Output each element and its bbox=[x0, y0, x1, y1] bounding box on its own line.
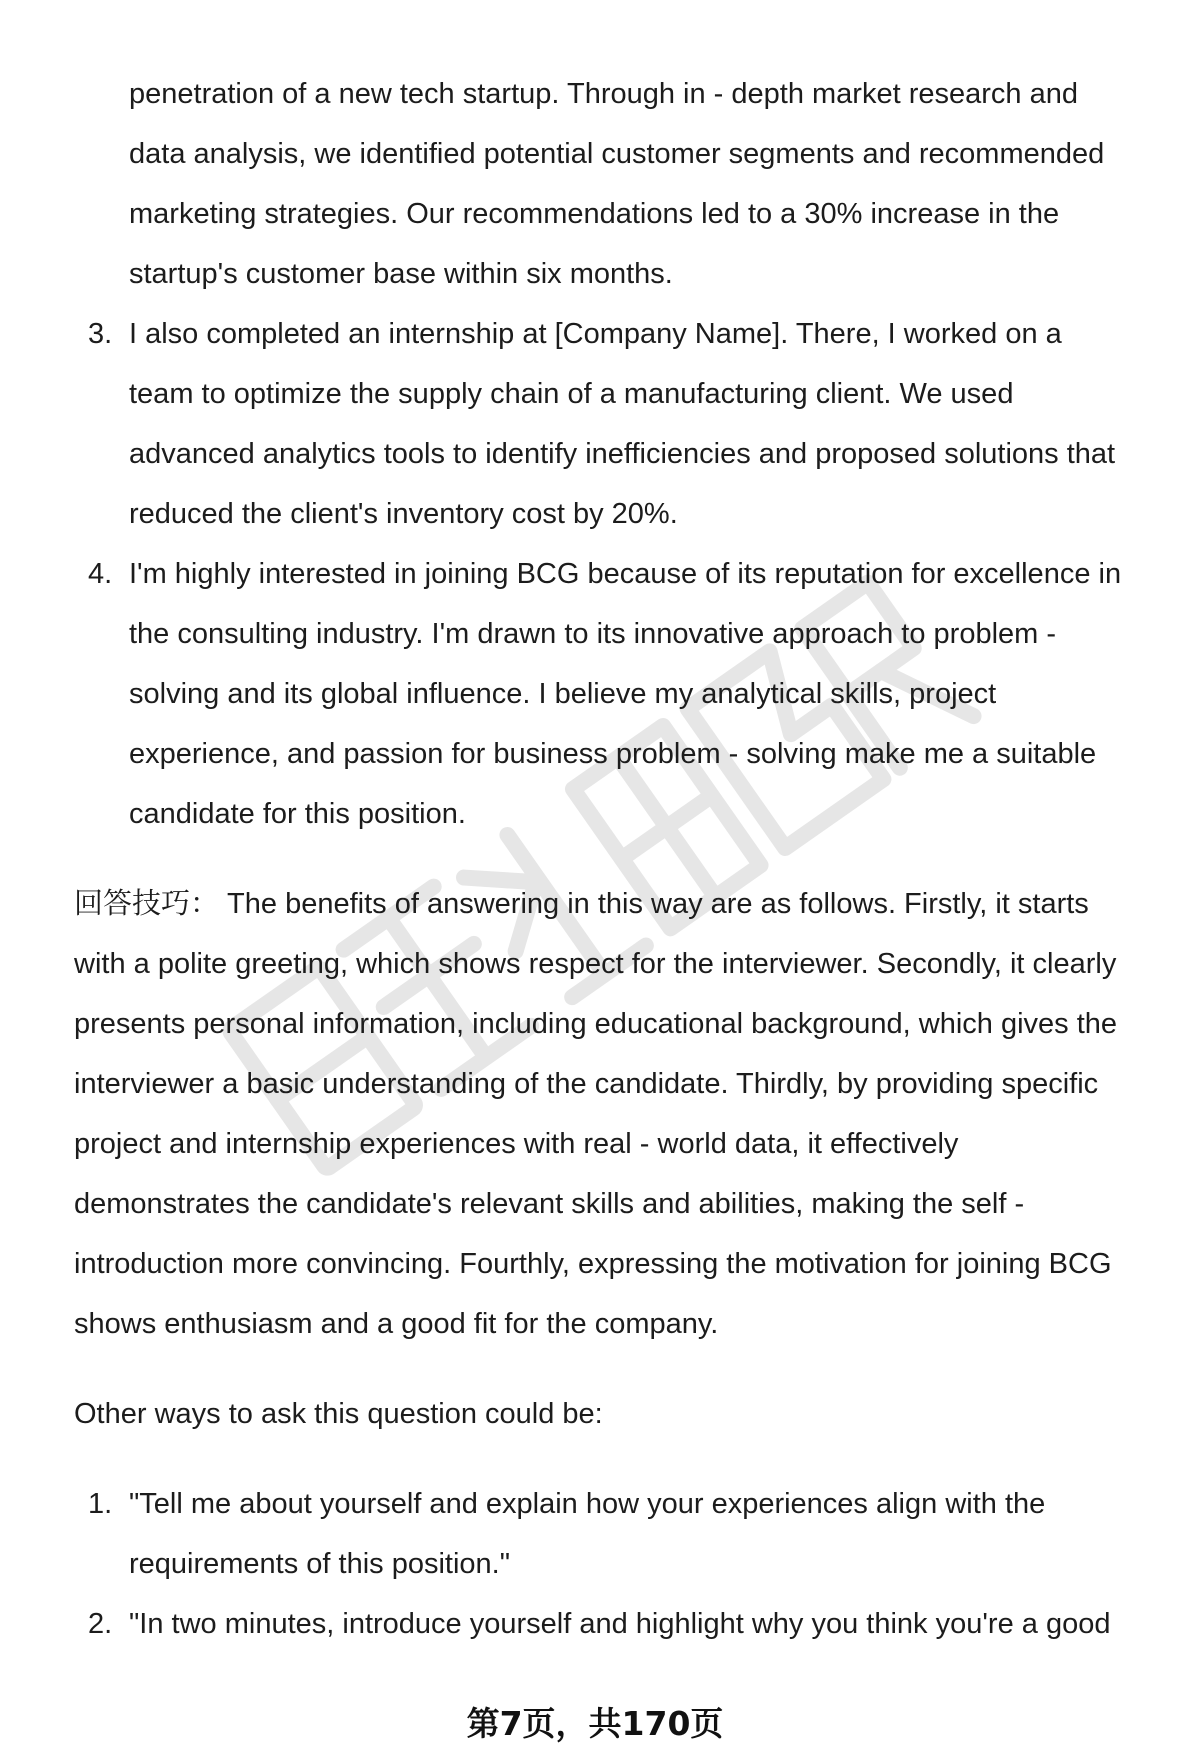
text-line: interviewer a basic understanding of the candidate. Thirdly, by providing specific bbox=[74, 1068, 1099, 1100]
list-number: 3. bbox=[88, 318, 113, 350]
other-ways-intro: Other ways to ask this question could be: bbox=[74, 1398, 603, 1430]
text-line: experience, and passion for business problem - solving make me a suitable bbox=[129, 738, 1097, 770]
text-line: presents personal information, including educational background, which gives the bbox=[74, 1008, 1118, 1040]
text-line: "In two minutes, introduce yourself and highlight why you think you're a good bbox=[129, 1608, 1111, 1640]
text-line: I also completed an internship at [Company Name]. There, I worked on a bbox=[129, 318, 1062, 350]
text-line: demonstrates the candidate's relevant skills and abilities, making the self - bbox=[74, 1188, 1025, 1220]
watermark-logo-icon bbox=[150, 560, 1050, 1200]
text-line: the consulting industry. I'm drawn to its innovative approach to problem - bbox=[129, 618, 1057, 650]
text-line: requirements of this position." bbox=[129, 1548, 511, 1580]
text-line: candidate for this position. bbox=[129, 798, 466, 830]
text-line: startup's customer base within six months. bbox=[129, 258, 673, 290]
page-footer: 第7页，共170页 bbox=[466, 1704, 724, 1743]
text-line: team to optimize the supply chain of a manufacturing client. We used bbox=[129, 378, 1014, 410]
text-line: project and internship experiences with real - world data, it effectively bbox=[74, 1128, 959, 1160]
list-number: 1. bbox=[88, 1488, 113, 1520]
text-line: introduction more convincing. Fourthly, expressing the motivation for joining BCG bbox=[74, 1248, 1112, 1280]
text-line: reduced the client's inventory cost by 20%. bbox=[129, 498, 678, 530]
text-line: 回答技巧： The benefits of answering in this way are as follows. Firstly, it starts bbox=[74, 888, 1089, 920]
list-number: 2. bbox=[88, 1608, 113, 1640]
text-line: advanced analytics tools to identify inefficiencies and proposed solutions that bbox=[129, 438, 1116, 470]
text-line: with a polite greeting, which shows respect for the interviewer. Secondly, it clearly bbox=[74, 948, 1117, 980]
list-number: 4. bbox=[88, 558, 113, 590]
text-line: shows enthusiasm and a good fit for the company. bbox=[74, 1308, 719, 1340]
text-line: solving and its global influence. I believe my analytical skills, project bbox=[129, 678, 997, 710]
text-line: I'm highly interested in joining BCG because of its reputation for excellence in bbox=[129, 558, 1122, 590]
text-line: "Tell me about yourself and explain how your experiences align with the bbox=[129, 1488, 1046, 1520]
text-line: marketing strategies. Our recommendations led to a 30% increase in the bbox=[129, 198, 1060, 230]
text-line: data analysis, we identified potential customer segments and recommended bbox=[129, 138, 1105, 170]
text-line: penetration of a new tech startup. Through in - depth market research and bbox=[129, 78, 1078, 110]
